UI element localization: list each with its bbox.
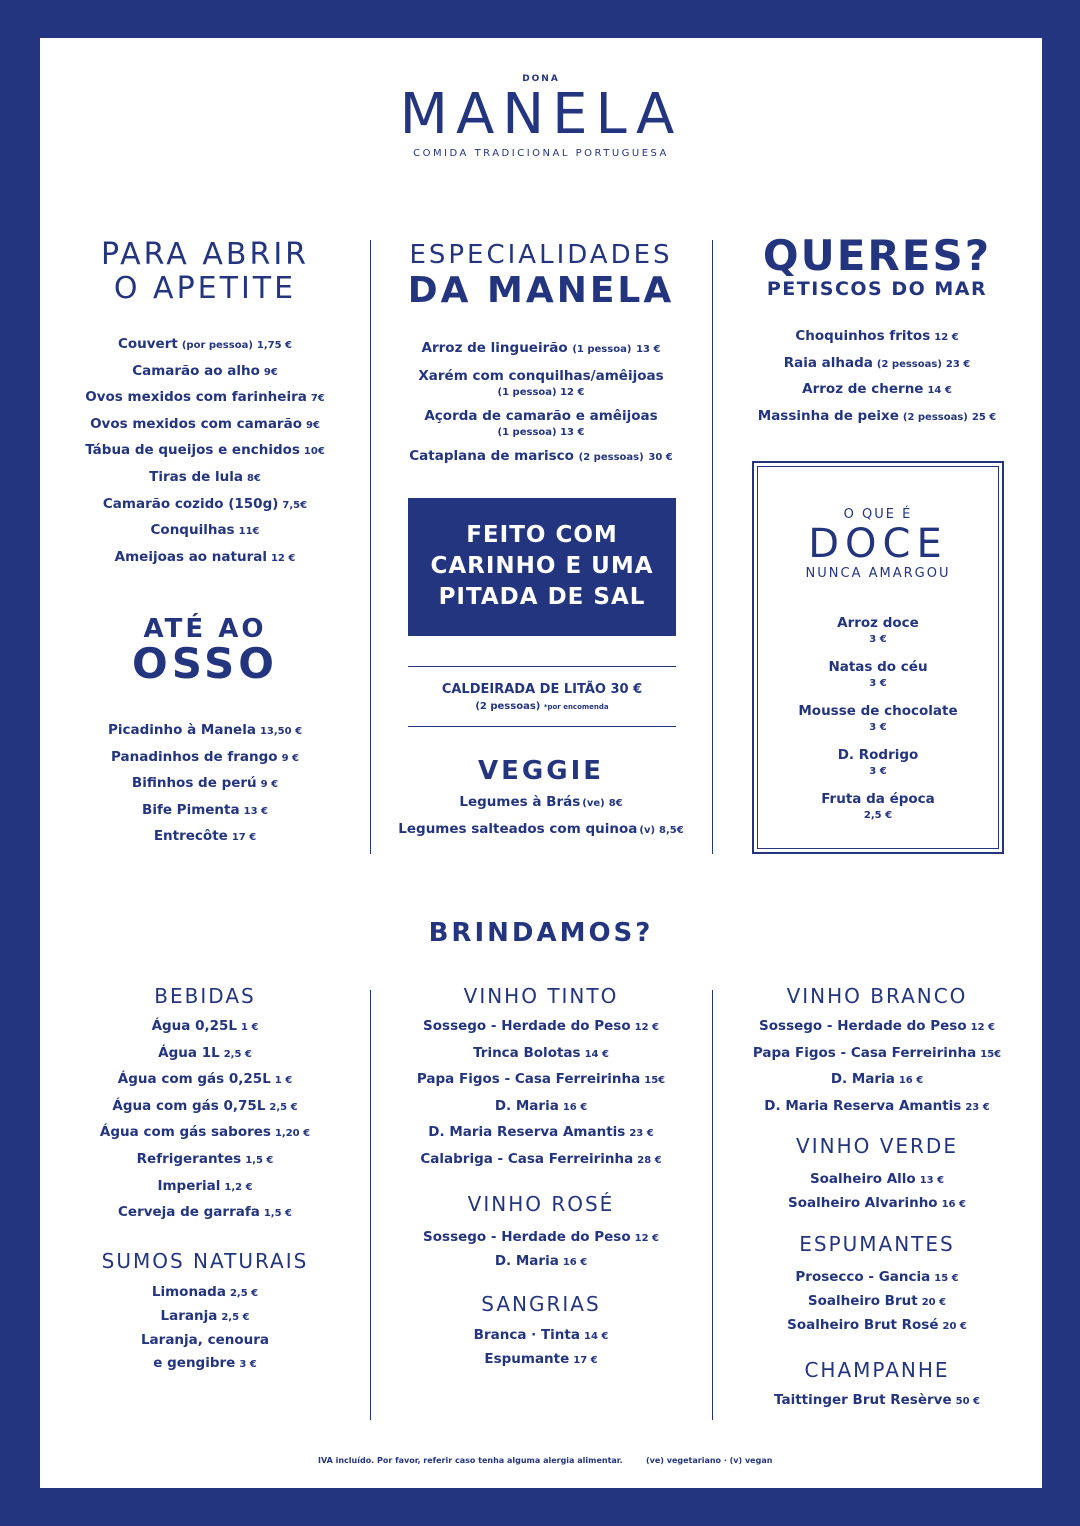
list-item: Arroz de cherne 14 € — [802, 381, 952, 398]
list-item: Soalheiro Alvarinho 16 € — [788, 1195, 966, 1212]
section-title: BRINDAMOS? — [428, 918, 654, 948]
divider — [408, 666, 676, 667]
list-item: Legumes à Brás (ve) 8€ — [459, 794, 623, 810]
menu-page — [38, 36, 1044, 1490]
section-title: VINHO BRANCO — [786, 984, 968, 1008]
list-item: D. Maria Reserva Amantis 23 € — [428, 1124, 654, 1141]
section-title: DA MANELA — [407, 270, 675, 311]
list-item: Soalheiro Brut 20 € — [807, 1293, 947, 1310]
section-title: ESPUMANTES — [799, 1232, 955, 1257]
list-item: Açorda de camarão e amêijoas (1 pessoa) 13 € — [424, 408, 658, 438]
list-item: Branca · Tinta 14 € — [473, 1326, 609, 1343]
list-item: Mousse de chocolate 3 € — [798, 703, 958, 733]
list-item: Papa Figos - Casa Ferreirinha 15€ — [752, 1044, 1002, 1061]
list-item: Panadinhos de frango 9 € — [110, 748, 299, 765]
bebidas-list — [40, 1014, 370, 1227]
list-item: Taittinger Brut Resèrve 50 € — [774, 1392, 980, 1409]
footer-legend: (ve) vegetariano · (v) vegan — [646, 1456, 773, 1465]
list-item: Soalheiro Allo 13 € — [809, 1171, 945, 1188]
list-item: D. Rodrigo 3 € — [837, 747, 919, 777]
section-veggie — [372, 756, 710, 843]
section-title: QUERES? — [762, 231, 992, 280]
section-queres — [712, 231, 1042, 430]
list-item: e gengibre 3 € — [153, 1354, 257, 1371]
list-item: Soalheiro Brut Rosé 20 € — [787, 1317, 967, 1334]
section-osso — [40, 614, 370, 851]
list-item: Bife Pimenta 13 € — [142, 801, 268, 818]
section-title: SANGRIAS — [481, 1291, 601, 1316]
list-item: Cerveja de garrafa 1,5 € — [118, 1204, 292, 1221]
section-brindamos — [40, 918, 1042, 948]
apetite-list — [40, 332, 370, 571]
feito-com-carinho-banner: FEITO COM CARINHO E UMA PITADA DE SAL — [408, 498, 676, 636]
section-doce — [754, 507, 1002, 823]
tinto-list — [372, 1014, 710, 1174]
list-item: D. Maria Reserva Amantis 23 € — [764, 1097, 990, 1114]
section-title: VINHO ROSÉ — [467, 1191, 615, 1216]
caldeirada: CALDEIRADA DE LITÃO 30 € (2 pessoas) *por encomenda — [441, 682, 643, 712]
list-item: Xarém com conquilhas/amêijoas (1 pessoa) 12 € — [418, 368, 664, 398]
list-item: Laranja 2,5 € — [160, 1307, 250, 1324]
footer-iva: IVA incluído. Por favor, referir caso tenha alguma alergia alimentar. — [318, 1456, 623, 1465]
list-item: D. Maria 16 € — [494, 1097, 588, 1114]
rose-list — [372, 1226, 710, 1274]
section-title: PARA ABRIR — [100, 237, 310, 272]
veggie-list — [372, 790, 710, 843]
section-subtitle: NUNCA AMARGOU — [805, 566, 951, 581]
list-item: Prosecco - Gancia 15 € — [795, 1269, 959, 1286]
verde-list — [712, 1168, 1042, 1216]
section-title: CHAMPANHE — [804, 1358, 950, 1383]
section-title: DOCE — [808, 521, 948, 567]
list-item: Bifinhos de perú 9 € — [131, 775, 279, 792]
list-item: Água com gás 0,25L 1 € — [117, 1071, 293, 1088]
list-item: Cataplana de marisco (2 pessoas) 30 € — [409, 448, 673, 464]
section-title: SUMOS NATURAIS — [101, 1248, 309, 1273]
list-item: D. Maria 16 € — [494, 1252, 588, 1269]
sumos-list — [40, 1281, 370, 1376]
list-item: Imperial 1,2 € — [157, 1177, 253, 1194]
list-item: Água 0,25L 1 € — [151, 1018, 259, 1034]
list-item: Ovos mexidos com camarão 9€ — [90, 415, 320, 432]
list-item: Refrigerantes 1,5 € — [136, 1150, 274, 1167]
list-item: Calabriga - Casa Ferreirinha 28 € — [420, 1150, 662, 1167]
divider — [370, 240, 371, 854]
list-item: Arroz de lingueirão (1 pessoa) 13 € — [421, 340, 661, 356]
logo-name: MANELA — [399, 82, 683, 147]
list-item: Massinha de peixe (2 pessoas) 25 € — [757, 407, 997, 424]
logo-dona: DONA — [522, 74, 560, 84]
doce-list — [754, 613, 1002, 823]
list-item: Trinca Bolotas 14 € — [473, 1044, 609, 1061]
section-pretitle: O QUE É — [843, 507, 913, 522]
list-item: Tiras de lula 8€ — [149, 468, 261, 485]
list-item: Couvert (por pessoa) 1,75 € — [117, 336, 293, 352]
list-item: D. Maria 16 € — [830, 1071, 924, 1088]
list-item: Arroz doce 3 € — [837, 615, 919, 645]
section-title: VINHO VERDE — [796, 1134, 958, 1159]
list-item: Raia alhada (2 pessoas) 23 € — [783, 354, 971, 371]
section-especialidades — [372, 238, 710, 468]
list-item: Laranja, cenoura — [140, 1331, 270, 1348]
list-item: Legumes salteados com quinoa (v) 8,5€ — [398, 820, 684, 837]
list-item: Picadinho à Manela 13,50 € — [107, 722, 303, 738]
section-apetite — [40, 238, 370, 571]
logo-tagline: COMIDA TRADICIONAL PORTUGUESA — [413, 148, 669, 159]
list-item: Espumante 17 € — [484, 1350, 598, 1367]
section-title: VINHO TINTO — [463, 984, 619, 1008]
sangrias-list — [372, 1324, 710, 1372]
section-title: BEBIDAS — [154, 984, 256, 1008]
section-title: O APETITE — [113, 271, 297, 306]
section-tinto — [372, 984, 710, 1372]
list-item: Fruta da época 2,5 € — [821, 791, 935, 821]
list-item: Água 1L 2,5 € — [158, 1044, 252, 1061]
list-item: Sossego - Herdade do Peso 12 € — [759, 1018, 995, 1034]
list-item: Água com gás 0,75L 2,5 € — [112, 1097, 298, 1114]
branco-list — [712, 1014, 1042, 1120]
especialidades-list — [372, 338, 710, 468]
section-title: ATÉ AO — [143, 614, 267, 644]
list-item: Limonada 2,5 € — [151, 1283, 259, 1300]
list-item: Ovos mexidos com farinheira 7€ — [85, 389, 325, 406]
list-item: Sossego - Herdade do Peso 12 € — [423, 1018, 659, 1034]
list-item: Sossego - Herdade do Peso 12 € — [423, 1228, 659, 1245]
champanhe-list — [712, 1388, 1042, 1415]
queres-list — [712, 324, 1042, 430]
section-branco — [712, 984, 1042, 1415]
list-item: Ameijoas ao natural 12 € — [114, 548, 296, 565]
espumantes-list — [712, 1266, 1042, 1338]
section-title: VEGGIE — [478, 756, 604, 786]
list-item: Água com gás sabores 1,20 € — [99, 1124, 311, 1141]
list-item: Choquinhos fritos 12 € — [795, 328, 959, 344]
list-item: Entrecôte 17 € — [153, 828, 257, 845]
doce-box — [752, 461, 1004, 854]
list-item: Papa Figos - Casa Ferreirinha 15€ — [416, 1071, 666, 1088]
divider — [408, 726, 676, 727]
list-item: Camarão ao alho 9€ — [132, 362, 278, 379]
list-item: Tábua de queijos e enchidos 10€ — [85, 442, 325, 459]
section-title: ESPECIALIDADES — [409, 240, 673, 270]
list-item: Conquilhas 11€ — [150, 522, 260, 539]
section-bebidas — [40, 984, 370, 1376]
section-subtitle: PETISCOS DO MAR — [766, 278, 988, 300]
list-item: Camarão cozido (150g) 7,5€ — [102, 495, 308, 512]
divider — [370, 990, 371, 1420]
section-title: OSSO — [131, 639, 279, 688]
list-item: Natas do céu 3 € — [828, 659, 928, 689]
osso-list — [40, 718, 370, 851]
logo — [40, 74, 1042, 159]
